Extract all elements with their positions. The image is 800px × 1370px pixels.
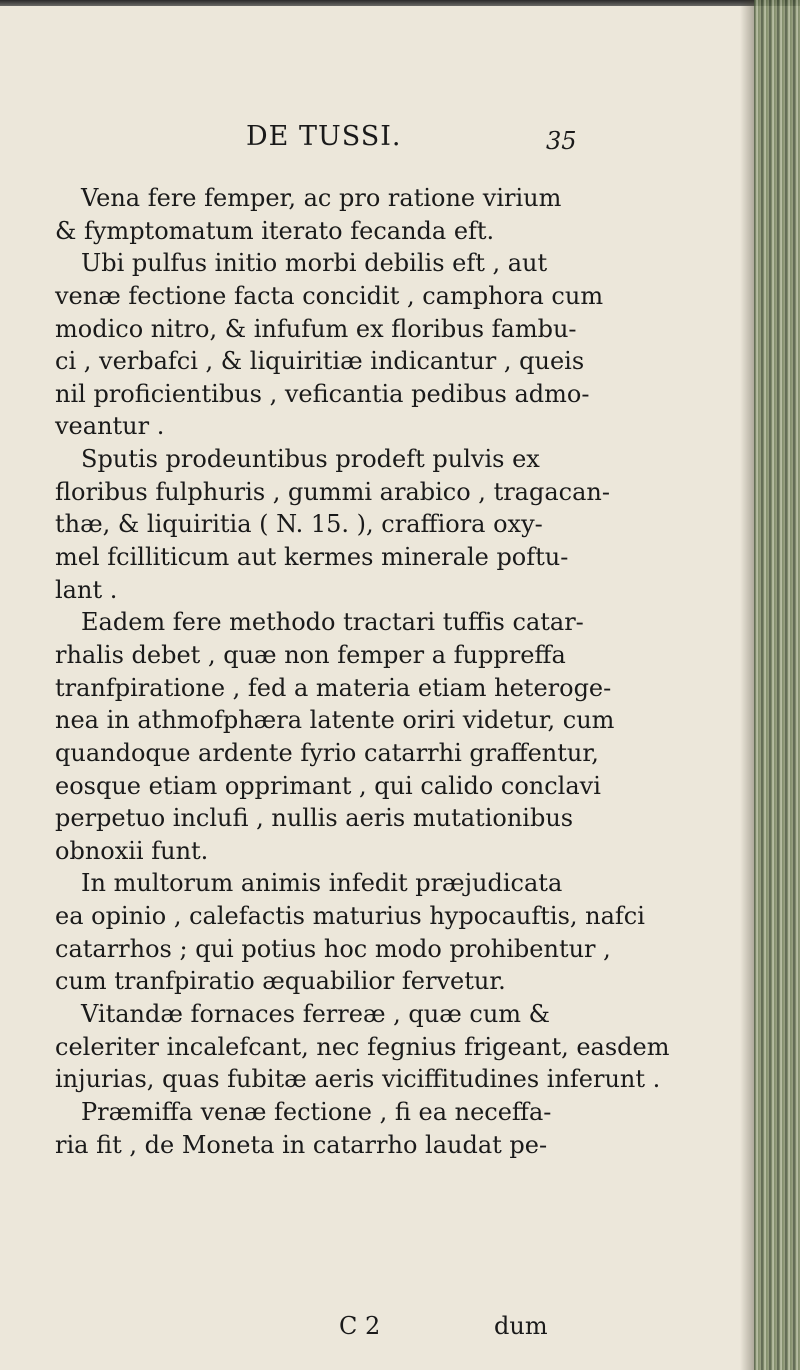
text-line: Ubi pulfus initio morbi debilis eft , aut	[81, 249, 548, 278]
text-line: floribus fulphuris , gummi arabico , tragacan-	[55, 477, 610, 506]
text-line: Sputis prodeuntibus prodeft pulvis ex	[81, 445, 540, 474]
catchword: dum	[494, 1312, 548, 1340]
text-line: quandoque ardente fyrio catarrhi graffentur,	[55, 738, 599, 767]
text-line: ci , verbafci , & liquiritiæ indicantur , queis	[55, 347, 585, 376]
text-line: Eadem fere methodo tractari tuffis catar-	[81, 608, 584, 637]
running-head-title: DE TUSSI.	[246, 121, 402, 152]
text-line: & fymptomatum iterato fecanda eft.	[55, 216, 495, 245]
body-text	[55, 182, 755, 1161]
text-line: Præmiffa venæ fectione , fi ea neceffa-	[81, 1097, 552, 1126]
signature-mark: C 2	[339, 1312, 381, 1340]
book-fore-edge	[754, 0, 800, 1370]
text-line: rhalis debet , quæ non femper a fuppreffa	[55, 640, 566, 669]
text-line: mel fcilliticum aut kermes minerale poftu-	[55, 543, 569, 572]
text-line: tranfpiratione , fed a materia etiam heteroge-	[55, 673, 612, 702]
text-line: eosque etiam opprimant , qui calido conclavi	[55, 771, 601, 800]
running-head	[0, 121, 800, 161]
text-line: obnoxii funt.	[55, 836, 209, 865]
text-line: ea opinio , calefactis maturius hypocauftis, nafci	[55, 902, 645, 931]
text-line: veantur .	[55, 412, 165, 441]
text-line: perpetuo inclufi , nullis aeris mutationibus	[55, 804, 574, 833]
text-line: injurias, quas fubitæ aeris viciffitudines inferunt .	[55, 1065, 661, 1094]
text-line: nea in athmofphæra latente oriri videtur, cum	[55, 706, 615, 735]
text-line: celeriter incalefcant, nec fegnius frigeant, easdem	[55, 1032, 670, 1061]
text-line: In multorum animis infedit præjudicata	[81, 869, 563, 898]
text-line: catarrhos ; qui potius hoc modo prohibentur ,	[55, 934, 611, 963]
page-number: 35	[546, 127, 577, 155]
text-line: nil proficientibus , veficantia pedibus admo-	[55, 379, 590, 408]
page-top-edge	[0, 0, 800, 6]
text-line: lant .	[55, 575, 118, 604]
text-line: cum tranfpiratio æquabilior fervetur.	[55, 967, 506, 996]
text-line: Vena fere femper, ac pro ratione virium	[81, 184, 562, 212]
text-line: thæ, & liquiritia ( N. 15. ), craffiora oxy-	[55, 510, 543, 539]
text-line: venæ fectione facta concidit , camphora cum	[55, 281, 604, 310]
text-line: modico nitro, & infufum ex floribus fambu-	[55, 314, 577, 343]
text-line: Vitandæ fornaces ferreæ , quæ cum &	[81, 1000, 551, 1029]
text-line: ria fit , de Moneta in catarrho laudat pe-	[55, 1130, 548, 1159]
page-footer	[0, 1312, 800, 1346]
